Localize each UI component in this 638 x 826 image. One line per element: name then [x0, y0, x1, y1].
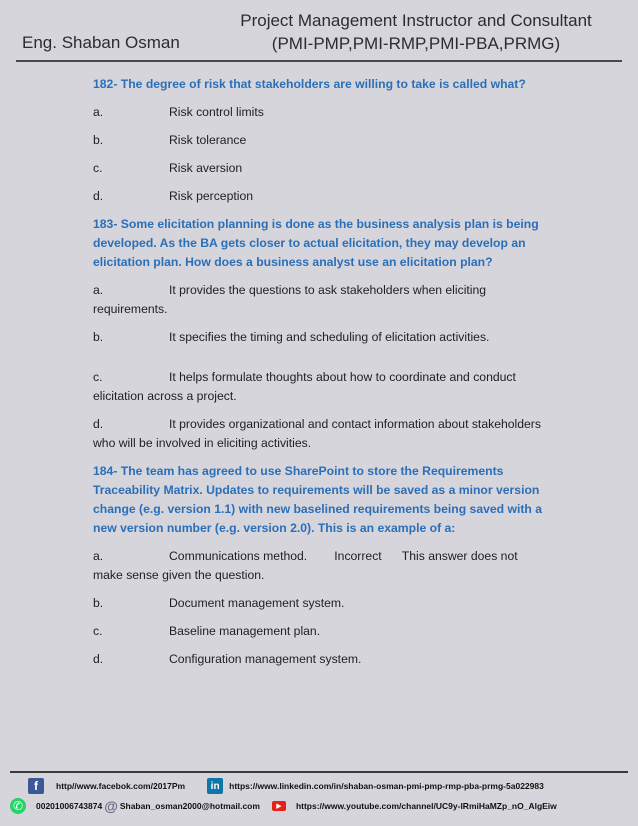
option-text: Document management system. [169, 596, 345, 610]
question-text: 184- The team has agreed to use SharePoint to store the Requirements Traceability Matrix. Updates to requirements will be saved as a minor version change (e.g. version 1.1) with new baselined requirements being saved with a new version number (e.g. version 2.0). This is an example of a: [93, 464, 543, 535]
option-text: Risk perception [169, 189, 253, 203]
email-icon: @ [104, 798, 118, 814]
answer-option [93, 415, 548, 453]
answer-option [93, 159, 548, 178]
header-title [216, 9, 616, 55]
option-text: It provides organizational and contact information about stakeholders who will be involved in eliciting activities. [93, 417, 541, 450]
header-divider [16, 60, 622, 62]
answer-option [93, 547, 548, 585]
answer-option [93, 131, 548, 150]
whatsapp-number[interactable]: 00201006743874 [36, 801, 103, 811]
facebook-icon: f [28, 778, 44, 794]
answer-option [93, 187, 548, 206]
option-letter: b. [93, 133, 104, 147]
option-text: It helps formulate thoughts about how to coordinate and conduct elicitation across a project. [93, 370, 516, 403]
facebook-link[interactable]: http//www.facebok.com/2017Pm [56, 781, 186, 791]
whatsapp-contact[interactable] [10, 798, 102, 814]
header-title-line1: Project Management Instructor and Consultant [240, 11, 592, 30]
option-letter: b. [93, 330, 104, 344]
answer-option [93, 650, 548, 669]
option-text: Risk aversion [169, 161, 243, 175]
footer-row-social [10, 777, 628, 795]
option-letter: c. [93, 161, 103, 175]
option-text: Risk control limits [169, 105, 264, 119]
linkedin-link[interactable]: https://www.linkedin.com/in/shaban-osman-pmi-pmp-rmp-pba-prmg-5a022983 [229, 781, 544, 791]
linkedin-contact[interactable] [207, 778, 544, 794]
option-letter: c. [93, 624, 103, 638]
option-letter: d. [93, 652, 104, 666]
question-list [93, 75, 548, 678]
option-letter: b. [93, 596, 104, 610]
option-text: Communications method. Incorrect This answer does not make sense given the question. [93, 549, 522, 582]
option-letter: a. [93, 283, 104, 297]
question-text: 183- Some elicitation planning is done as the business analysis plan is being developed. As the BA gets closer to actual elicitation, they may develop an elicitation plan. How does a business analyst use an elicitation plan? [93, 217, 539, 269]
footer-divider [10, 771, 628, 773]
email-contact[interactable] [102, 798, 260, 814]
option-text: It specifies the timing and scheduling of elicitation activities. [169, 330, 490, 344]
option-letter: d. [93, 417, 104, 431]
answer-option [93, 328, 548, 347]
option-letter: a. [93, 549, 104, 563]
youtube-contact[interactable] [272, 801, 557, 811]
author-name: Eng. Shaban Osman [22, 33, 180, 52]
linkedin-icon: in [207, 778, 223, 794]
option-text: Risk tolerance [169, 133, 247, 147]
option-letter: a. [93, 105, 104, 119]
facebook-contact[interactable] [28, 778, 185, 794]
question-text: 182- The degree of risk that stakeholders are willing to take is called what? [93, 77, 526, 91]
answer-option [93, 368, 548, 406]
option-letter: c. [93, 370, 103, 384]
email-address[interactable]: Shaban_osman2000@hotmail.com [119, 801, 260, 811]
option-letter: d. [93, 189, 104, 203]
header-title-line2: (PMI-PMP,PMI-RMP,PMI-PBA,PRMG) [271, 34, 561, 53]
footer-row-contact [10, 797, 628, 815]
whatsapp-icon: ✆ [10, 798, 26, 814]
option-text: Baseline management plan. [169, 624, 321, 638]
answer-option [93, 103, 548, 122]
option-text: Configuration management system. [169, 652, 362, 666]
answer-option [93, 594, 548, 613]
answer-option [93, 281, 548, 319]
youtube-icon: ▶ [272, 801, 286, 811]
option-text: It provides the questions to ask stakeholders when eliciting requirements. [93, 283, 487, 316]
answer-option [93, 622, 548, 641]
youtube-link[interactable]: https://www.youtube.com/channel/UC9y-lRmiHaMZp_nO_AlgEiw [295, 801, 557, 811]
